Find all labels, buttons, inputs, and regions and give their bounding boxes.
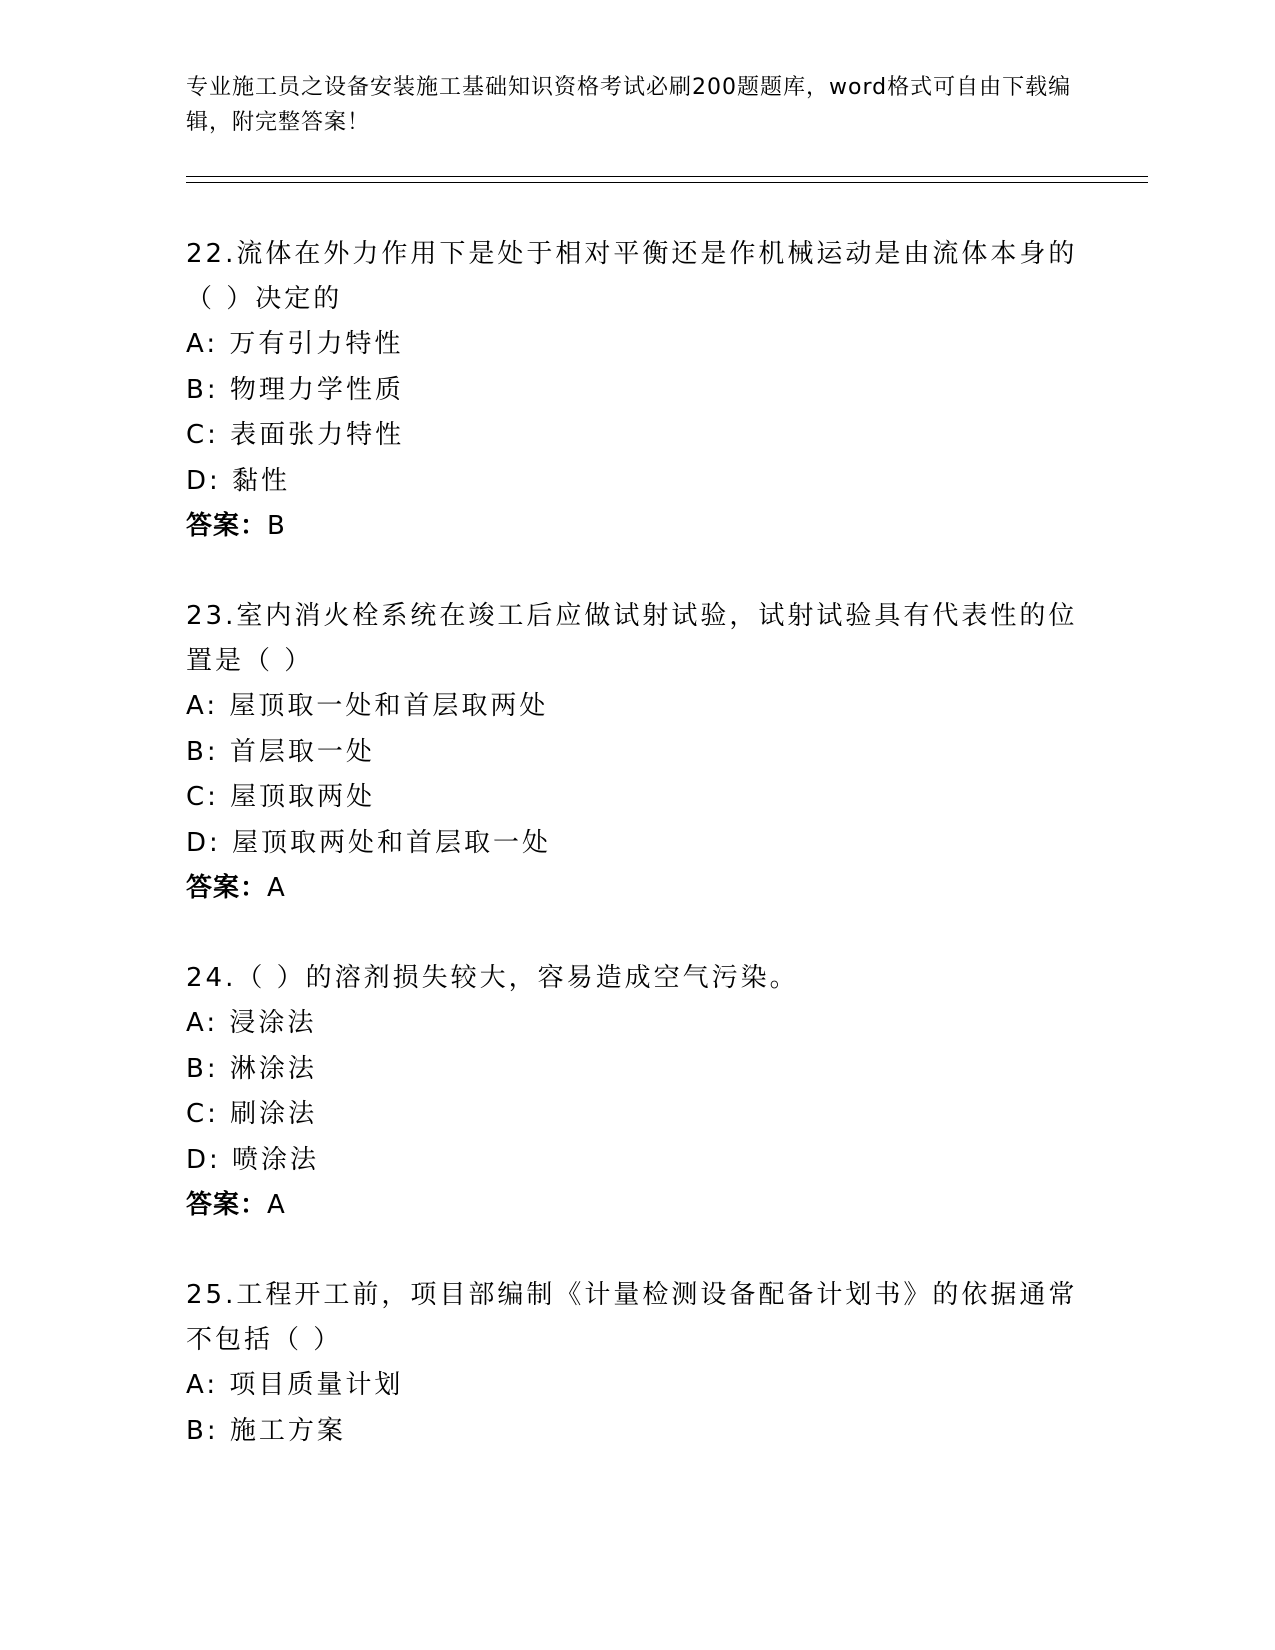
option-c: C: 刷涂法 <box>186 1099 318 1129</box>
option-c: C: 表面张力特性 <box>186 420 405 450</box>
option-b: B: 施工方案 <box>186 1415 346 1446</box>
question-22 <box>186 232 1086 550</box>
option-d: D: 屋顶取两处和首层取一处 <box>186 827 552 858</box>
question-text: 22.流体在外力作用下是处于相对平衡还是作机械运动是由流体本身的（ ）决定的 <box>186 239 1078 314</box>
answer-value: A <box>267 873 288 903</box>
answer-value: B <box>267 511 288 541</box>
question-text: 23.室内消火栓系统在竣工后应做试射试验，试射试验具有代表性的位置是（ ） <box>186 601 1078 676</box>
question-24 <box>186 956 1086 1229</box>
option-d: D: 黏性 <box>186 465 291 496</box>
option-a: A: 项目质量计划 <box>186 1370 404 1400</box>
option-b: B: 淋涂法 <box>186 1053 317 1084</box>
option-a: A: 浸涂法 <box>186 1008 317 1038</box>
header-divider-top <box>186 176 1148 177</box>
option-a: A: 万有引力特性 <box>186 329 404 359</box>
answer <box>186 866 1086 912</box>
question-text: 25.工程开工前，项目部编制《计量检测设备配备计划书》的依据通常不包括（ ） <box>186 1280 1078 1355</box>
option-b: B: 物理力学性质 <box>186 374 404 405</box>
option-b: B: 首层取一处 <box>186 736 375 767</box>
answer-label: 答案： <box>186 873 268 903</box>
document-header <box>186 70 1086 140</box>
answer-value: A <box>267 1190 288 1220</box>
question-text: 24.（ ）的溶剂损失较大，容易造成空气污染。 <box>186 963 799 993</box>
option-c: C: 屋顶取两处 <box>186 782 376 812</box>
answer-label: 答案： <box>186 1190 268 1220</box>
answer-label: 答案： <box>186 511 268 541</box>
header-divider-bottom <box>186 182 1148 183</box>
option-d: D: 喷涂法 <box>186 1144 320 1175</box>
answer <box>186 504 1086 550</box>
option-a: A: 屋顶取一处和首层取两处 <box>186 691 549 721</box>
question-25 <box>186 1273 1086 1454</box>
header-text: 专业施工员之设备安装施工基础知识资格考试必刷200题题库，word格式可自由下载编辑，附完整答案！ <box>186 75 1072 135</box>
answer <box>186 1183 1086 1229</box>
question-23 <box>186 594 1086 912</box>
